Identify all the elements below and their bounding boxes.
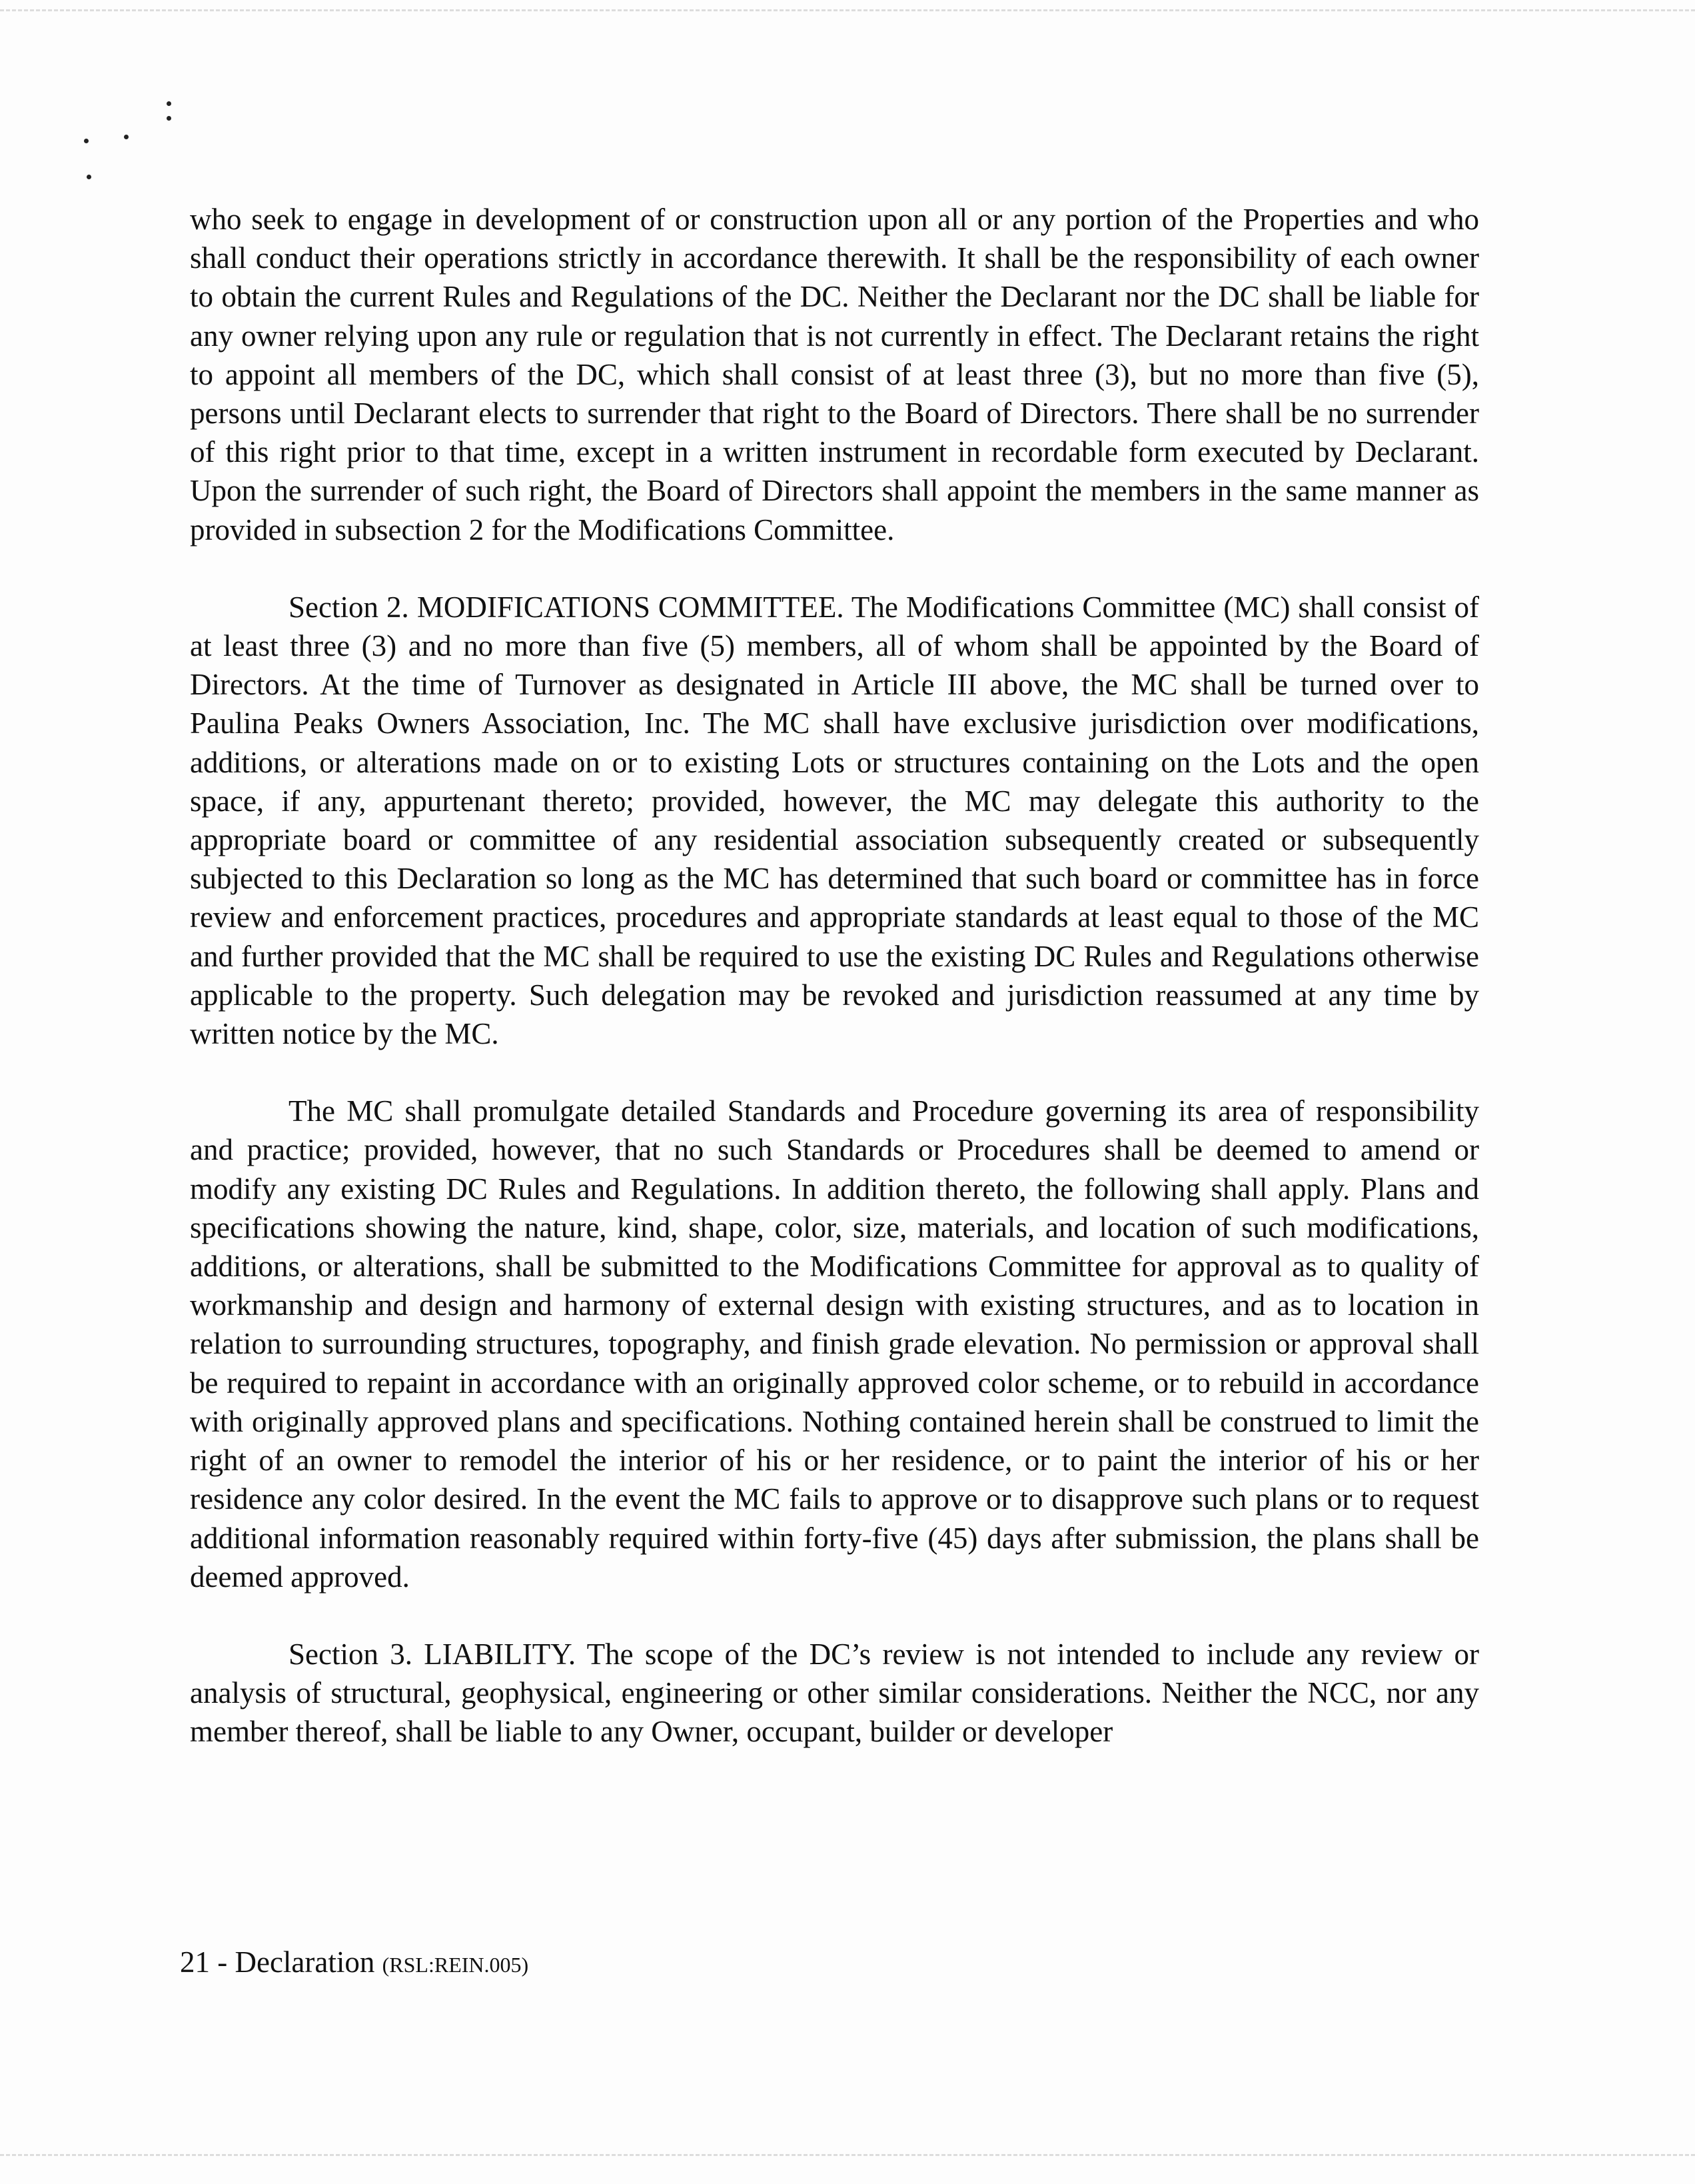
paragraph-section-2: Section 2. MODIFICATIONS COMMITTEE. The Modifications Committee (MC) shall consist of at least three (3) and no more than five (5) members, all of whom shall be appointed by the Board of Directors. At the time of Turnover as designated in Article III above, the MC shall be turned over to Paulina Peaks Owners Association, Inc. The MC shall have exclusive jurisdiction over modifications, additions, or alterations made on or to existing Lots or structures containing on the Lots and the open space, if any, appurtenant thereto; provided, however, the MC may delegate this authority to the appropriate board or committee of any residential association subsequently created or subsequently subjected to this Declaration so long as the MC has determined that such board or committee has in force review and enforcement practices, procedures and appropriate standards at least equal to those of the MC and further provided that the MC shall be required to use the existing DC Rules and Regulations otherwise applicable to the property. Such delegation may be revoked and jurisdiction reassumed at any time by written notice by the MC. (190, 590, 1479, 1051)
scan-speck (124, 135, 129, 139)
footer-doc-code: (RSL:REIN.005) (382, 1953, 529, 1977)
scan-speck (84, 139, 89, 143)
paragraph-section-3: Section 3. LIABILITY. The scope of the DC’s review is not intended to include any review or analysis of structural, geophysical, engineering or other similar considerations. Neither the NCC, nor any member thereof, shall be liable to any Owner, occupant, builder or developer (190, 1637, 1479, 1749)
page-footer (180, 1945, 528, 1979)
document-body (190, 200, 1479, 1790)
scan-speck (87, 175, 91, 179)
scan-artifact-bottom (0, 2154, 1695, 2159)
scan-speck (167, 116, 171, 121)
footer-page-label: 21 - Declaration (180, 1945, 375, 1979)
scan-speck (167, 101, 171, 106)
paragraph-continuation: who seek to engage in development of or construction upon all or any portion of the Properties and who shall conduct their operations strictly in accordance therewith. It shall be the responsibility of each owner to obtain the current Rules and Regulations of the DC. Neither the Declarant nor the DC shall be liable for any owner relying upon any rule or regulation that is not currently in effect. The Declarant retains the right to appoint all members of the DC, which shall consist of at least three (3), but no more than five (5), persons until Declarant elects to surrender that right to the Board of Directors. There shall be no surrender of this right prior to that time, except in a written instrument in recordable form executed by Declarant. Upon the surrender of such right, the Board of Directors shall appoint the members in the same manner as provided in subsection 2 for the Modifications Committee. (190, 203, 1479, 546)
scan-artifact-top (0, 9, 1695, 14)
paragraph-mc-standards: The MC shall promulgate detailed Standards and Procedure governing its area of responsibility and practice; provided, however, that no such Standards or Procedures shall be deemed to amend or modify any existing DC Rules and Regulations. In addition thereto, the following shall apply. Plans and specifications showing the nature, kind, shape, color, size, materials, and location of such modifications, additions, or alterations, shall be submitted to the Modifications Committee for approval as to quality of workmanship and design and harmony of external design with existing structures, and as to location in relation to surrounding structures, topography, and finish grade elevation. No permission or approval shall be required to repaint in accordance with an originally approved color scheme, or to rebuild in accordance with originally approved plans and specifications. Nothing contained herein shall be construed to limit the right of an owner to remodel the interior of his or her residence, or to paint the interior of his or her residence any color desired. In the event the MC fails to approve or to disapprove such plans or to request additional information reasonably required within forty-five (45) days after submission, the plans shall be deemed approved. (190, 1094, 1479, 1594)
